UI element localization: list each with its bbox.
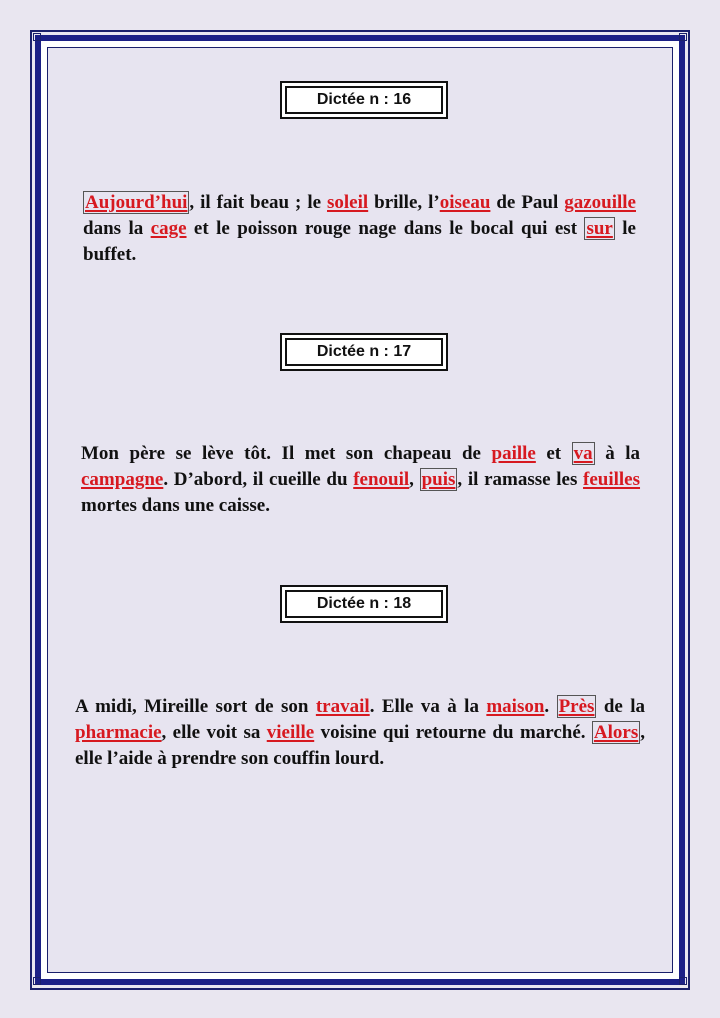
highlighted-word: Aujourd’hui — [85, 192, 188, 213]
text-segment: de la — [596, 696, 646, 717]
dictation-text — [75, 694, 645, 772]
dictation-title-box — [280, 333, 448, 371]
highlighted-word: puis — [421, 469, 456, 490]
highlighted-word: sur — [586, 218, 613, 239]
highlighted-word: vieille — [266, 722, 315, 743]
text-segment: Mon père se lève tôt. Il met son chapeau de — [81, 443, 492, 464]
highlighted-word: paille — [491, 443, 536, 464]
highlighted-word: feuilles — [583, 469, 641, 490]
corner-ornament — [33, 977, 41, 985]
highlighted-word: campagne — [81, 469, 164, 490]
highlighted-word: gazouille — [564, 192, 636, 213]
highlighted-word: Près — [558, 696, 595, 717]
dictation-title-box — [280, 81, 448, 119]
text-segment: , elle voit sa — [161, 722, 267, 743]
text-segment: , il fait beau ; le — [189, 192, 327, 213]
text-segment: . D’abord, il cueille du — [163, 469, 354, 490]
text-segment: et — [535, 443, 572, 464]
corner-ornament — [33, 33, 41, 41]
text-segment: , elle l’aide à prendre son couffin lourd. — [75, 722, 645, 769]
text-segment: brille, l’ — [368, 192, 440, 213]
text-segment: à la — [594, 443, 641, 464]
highlighted-word: pharmacie — [75, 722, 162, 743]
dictation-text — [83, 190, 636, 268]
text-segment: et le poisson rouge nage dans le bocal qui est — [186, 218, 585, 239]
highlighted-word: fenouil — [353, 469, 410, 490]
text-segment: dans la — [83, 218, 151, 239]
text-segment: A midi, Mireille sort de son — [75, 696, 316, 717]
dictation-title: Dictée n : 16 — [285, 86, 443, 114]
text-segment: , il ramasse les — [457, 469, 584, 490]
text-segment: mortes dans une caisse. — [81, 495, 270, 516]
highlighted-word: cage — [150, 218, 187, 239]
text-segment: , — [409, 469, 420, 490]
corner-ornament — [679, 33, 687, 41]
highlighted-word: travail — [315, 696, 370, 717]
text-segment: . — [544, 696, 557, 717]
dictation-title: Dictée n : 18 — [285, 590, 443, 618]
text-segment: le buffet. — [83, 218, 636, 265]
dictation-title: Dictée n : 17 — [285, 338, 443, 366]
text-segment: de Paul — [490, 192, 565, 213]
dictation-title-box — [280, 585, 448, 623]
corner-ornament — [679, 977, 687, 985]
highlighted-word: soleil — [327, 192, 369, 213]
highlighted-word: Alors — [593, 722, 639, 743]
highlighted-word: va — [573, 443, 593, 464]
text-segment: voisine qui retourne du marché. — [314, 722, 592, 743]
dictation-text — [81, 441, 640, 519]
text-segment: . Elle va à la — [369, 696, 487, 717]
highlighted-word: oiseau — [439, 192, 491, 213]
highlighted-word: maison — [486, 696, 545, 717]
